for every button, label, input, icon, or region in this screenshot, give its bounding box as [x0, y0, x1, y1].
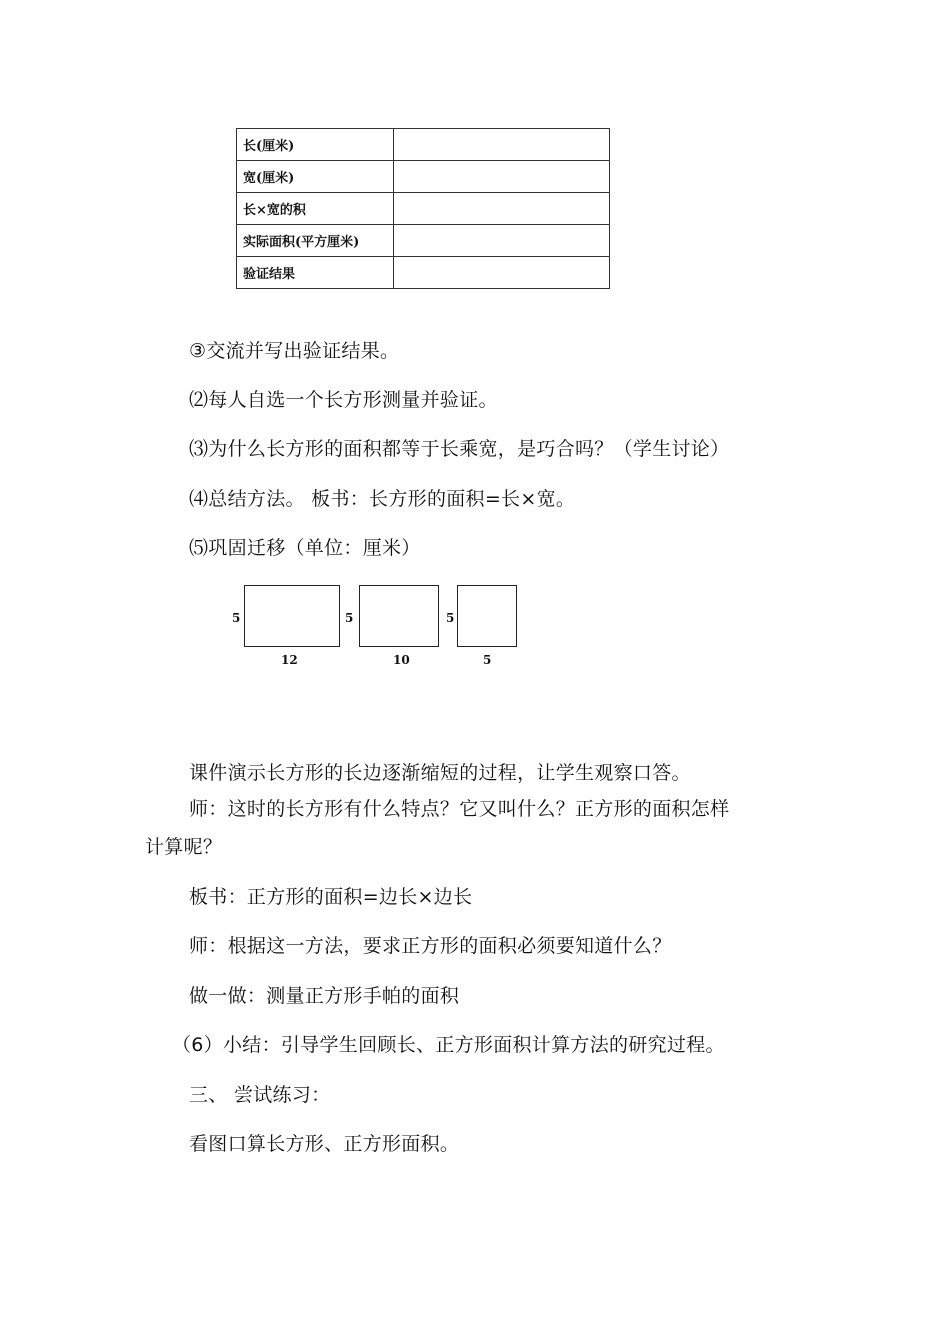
rectangle-shape — [359, 585, 439, 647]
dimension-label: 10 — [393, 653, 410, 667]
paragraph-line: 师：根据这一方法，要求正方形的面积必须要知道什么？ — [189, 935, 672, 957]
table-row — [237, 161, 610, 193]
dimension-label: 5 — [232, 611, 241, 625]
table-cell-label: 宽(厘米) — [237, 161, 394, 193]
table-cell-value — [393, 193, 609, 225]
table-row — [237, 257, 610, 289]
table-cell-value — [393, 161, 609, 193]
paragraph-line: ⑵每人自选一个长方形测量并验证。 — [189, 389, 498, 411]
paragraph-line: ⑸巩固迁移（单位：厘米） — [189, 537, 421, 559]
rectangles-figure — [226, 578, 536, 670]
square-shape — [457, 585, 517, 647]
paragraph-line: 板书：正方形的面积=边长×边长 — [189, 886, 473, 908]
paragraph-line: （6）小结：引导学生回顾长、正方形面积计算方法的研究过程。 — [172, 1034, 725, 1056]
measurement-table — [236, 128, 610, 289]
table-cell-label: 验证结果 — [237, 257, 394, 289]
dimension-label: 5 — [446, 611, 455, 625]
dimension-label: 12 — [281, 653, 298, 667]
paragraph-line: 课件演示长方形的长边逐渐缩短的过程，让学生观察口答。 — [189, 762, 691, 784]
table-row — [237, 129, 610, 161]
table-row — [237, 193, 610, 225]
table-cell-value — [393, 257, 609, 289]
table-row — [237, 225, 610, 257]
table-cell-label: 长×宽的积 — [237, 193, 394, 225]
table-cell-value — [393, 129, 609, 161]
dimension-label: 5 — [345, 611, 354, 625]
paragraph-line: 做一做：测量正方形手帕的面积 — [189, 985, 460, 1007]
table-cell-label: 实际面积(平方厘米) — [237, 225, 394, 257]
rectangle-shape — [244, 585, 340, 647]
section-heading: 三、 尝试练习： — [189, 1084, 331, 1106]
paragraph-line: ⑷总结方法。 板书：长方形的面积=长×宽。 — [189, 488, 576, 510]
table-cell-label: 长(厘米) — [237, 129, 394, 161]
table-cell-value — [393, 225, 609, 257]
dimension-label: 5 — [483, 653, 492, 667]
paragraph-line: 师：这时的长方形有什么特点？它又叫什么？正方形的面积怎样 — [189, 798, 730, 820]
paragraph-line: 计算呢？ — [145, 836, 223, 858]
paragraph-line: 看图口算长方形、正方形面积。 — [189, 1133, 460, 1155]
paragraph-line: ③交流并写出验证结果。 — [189, 340, 400, 362]
paragraph-line: ⑶为什么长方形的面积都等于长乘宽，是巧合吗？（学生讨论） — [189, 438, 730, 460]
